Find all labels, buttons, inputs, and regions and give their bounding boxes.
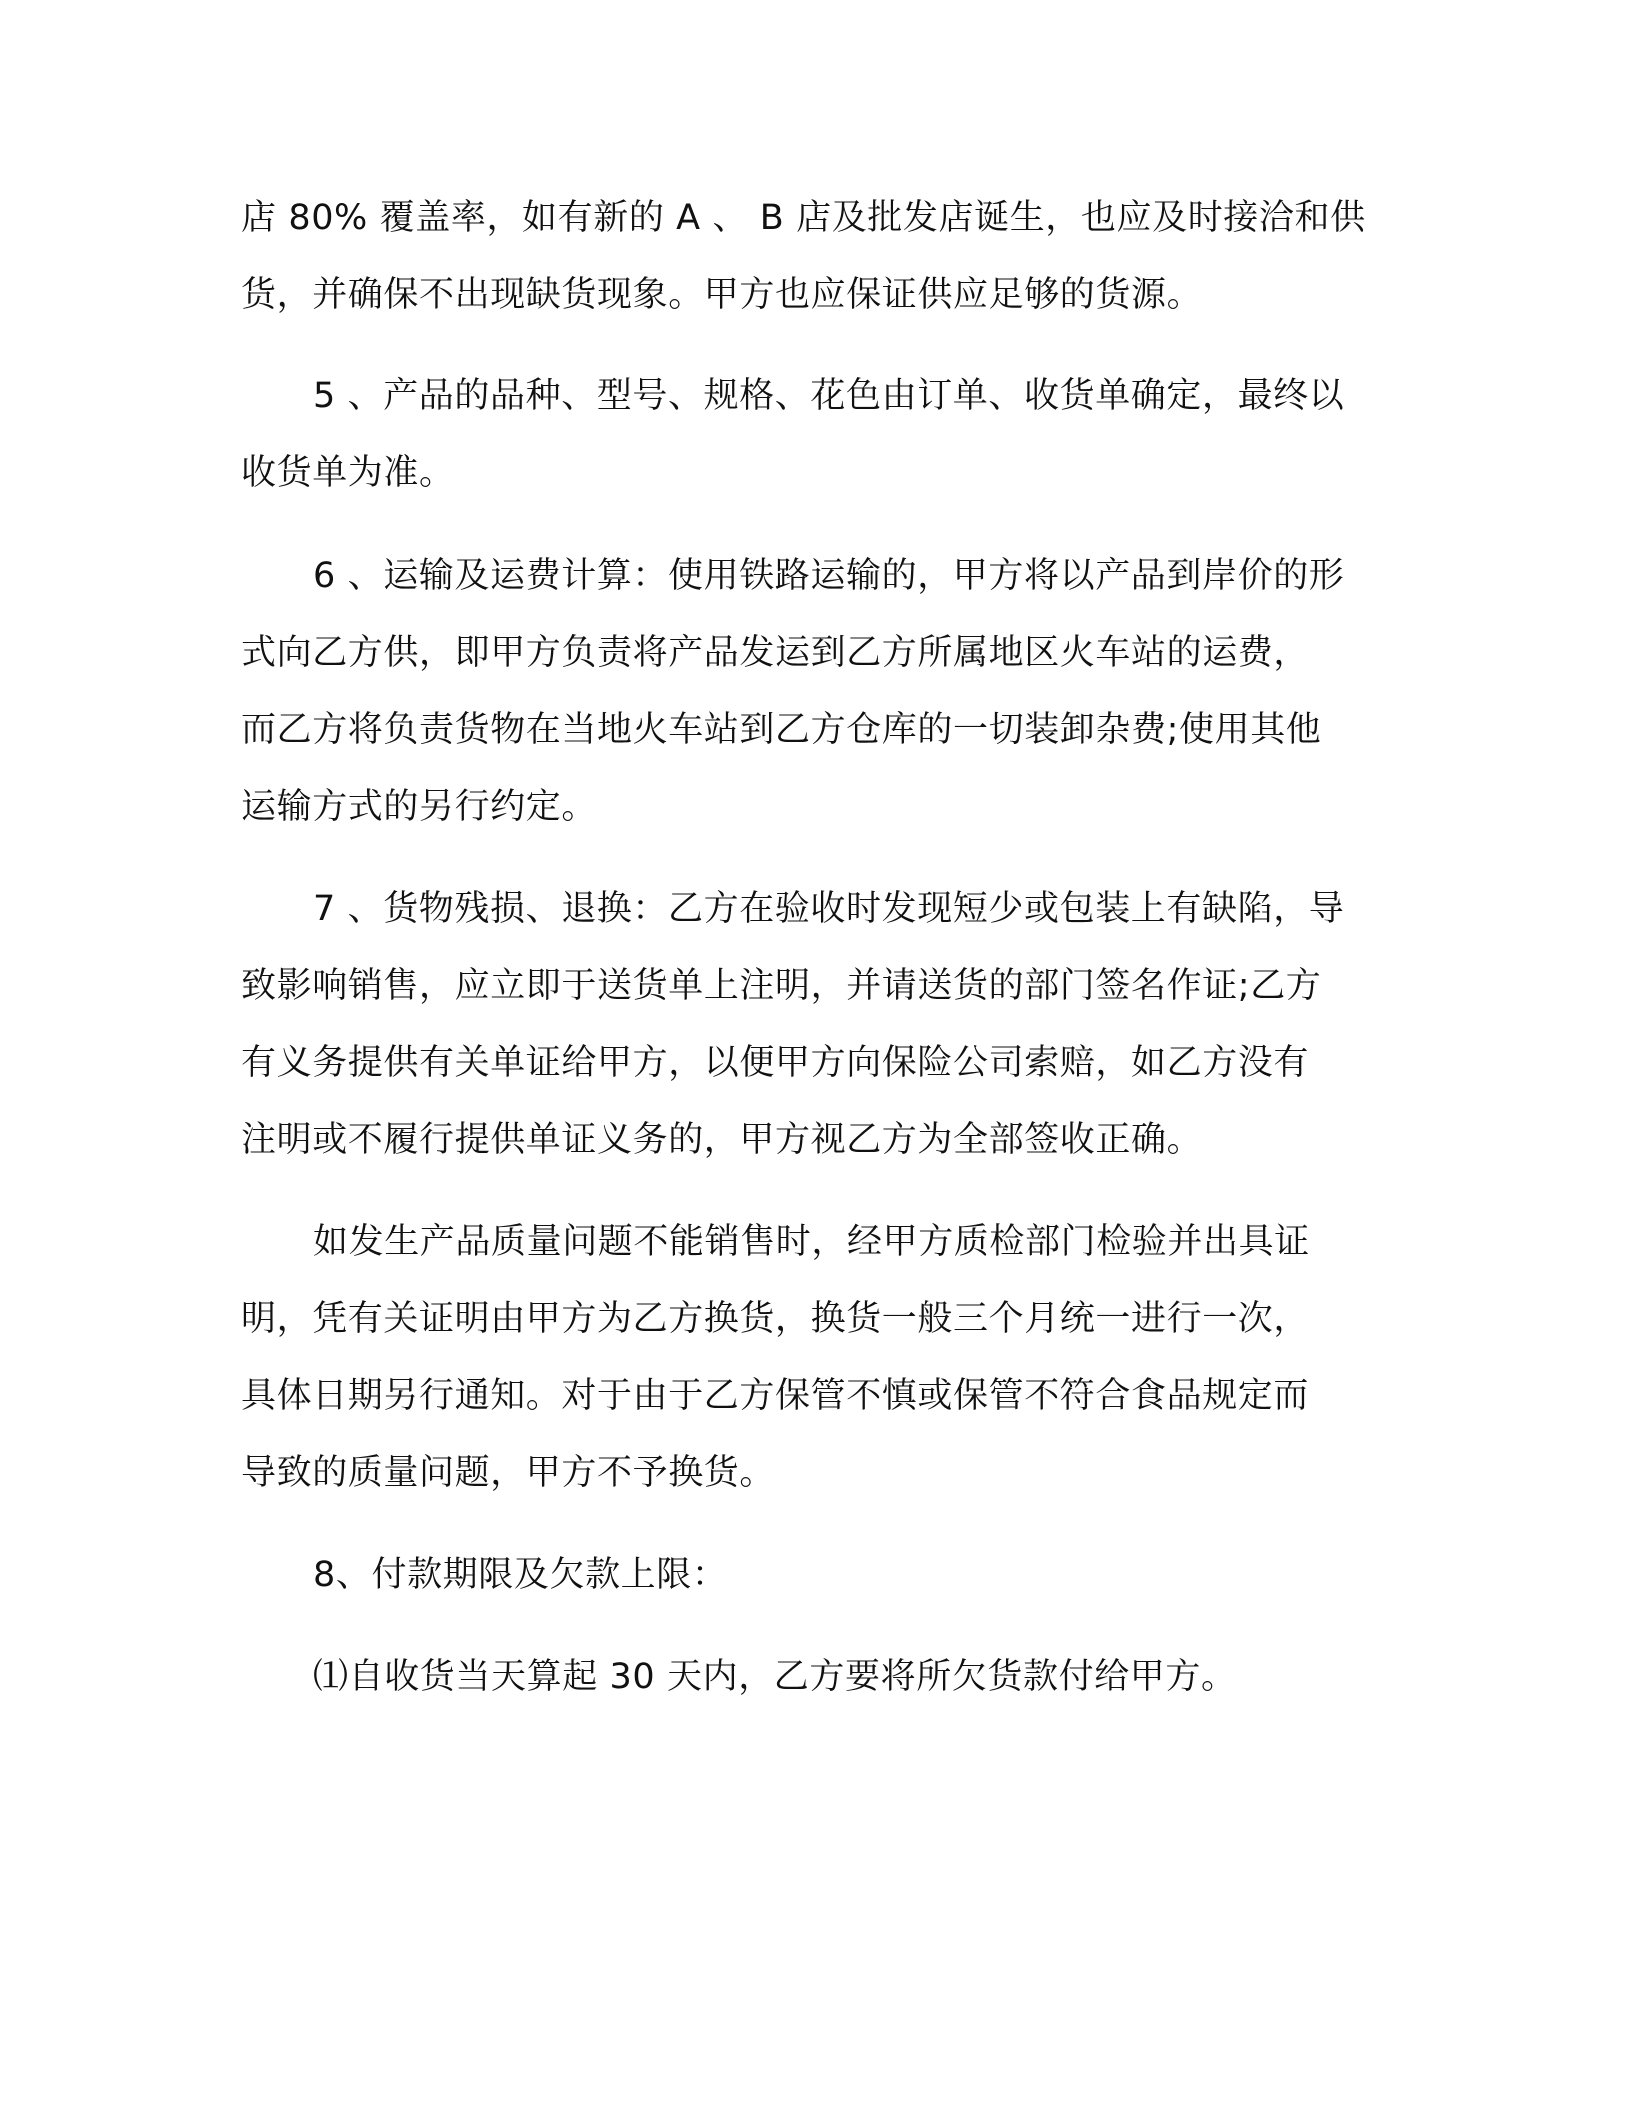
text-line: 具体日期另行通知。对于由于乙方保管不慎或保管不符合食品规定而 [241, 1376, 1310, 1416]
text-line: 注明或不履行提供单证义务的，甲方视乙方为全部签收正确。 [241, 1120, 1203, 1160]
text-line: 收货单为准。 [241, 453, 455, 493]
text-line: 导致的质量问题，甲方不予换货。 [241, 1453, 776, 1493]
text-line: 致影响销售，应立即于送货单上注明，并请送货的部门签名作证;乙方 [241, 966, 1322, 1006]
text-line: 式向乙方供，即甲方负责将产品发运到乙方所属地区火车站的运费， [241, 633, 1310, 673]
paragraph-7-line: 7 、货物残损、退换：乙方在验收时发现短少或包装上有缺陷，导 [313, 889, 1345, 929]
paragraph-quality-line: 如发生产品质量问题不能销售时，经甲方质检部门检验并出具证 [313, 1222, 1310, 1262]
text-line: 有义务提供有关单证给甲方，以便甲方向保险公司索赔，如乙方没有 [241, 1043, 1310, 1083]
payment-term-item: ⑴自收货当天算起 30 天内，乙方要将所欠货款付给甲方。 [313, 1657, 1237, 1697]
text-line: 明，凭有关证明由甲方为乙方换货，换货一般三个月统一进行一次， [241, 1299, 1310, 1339]
text-line: 店 80% 覆盖率，如有新的 A 、 B 店及批发店诞生，也应及时接洽和供 [241, 198, 1366, 238]
text-line: 运输方式的另行约定。 [241, 787, 598, 827]
paragraph-8-heading: 8、付款期限及欠款上限： [313, 1555, 728, 1595]
text-line: 货，并确保不出现缺货现象。甲方也应保证供应足够的货源。 [241, 275, 1203, 315]
paragraph-5-line: 5 、产品的品种、型号、规格、花色由订单、收货单确定，最终以 [313, 376, 1345, 416]
text-line: 而乙方将负责货物在当地火车站到乙方仓库的一切装卸杂费;使用其他 [241, 710, 1322, 750]
paragraph-6-line: 6 、运输及运费计算：使用铁路运输的，甲方将以产品到岸价的形 [313, 556, 1345, 596]
